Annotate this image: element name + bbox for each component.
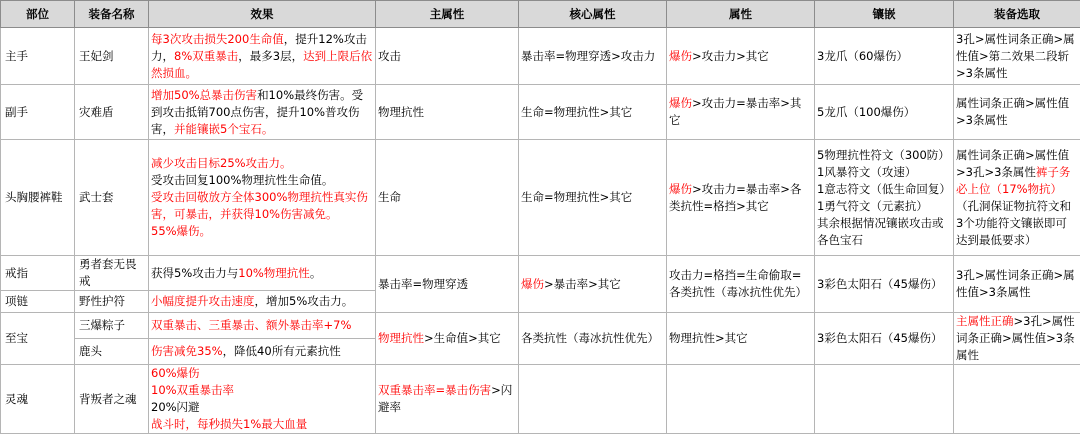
text-segment: 和10%最终伤害。受到攻击抵销700点伤害，提升10%普攻伤害， <box>151 88 363 136</box>
core-attribute-cell: 各类抗性（毒冰抗性优先） <box>519 313 667 365</box>
text-line: 其余根据情况镶嵌攻击或各色宝石 <box>817 215 951 249</box>
selection-cell <box>954 365 1080 434</box>
text-segment: （孔洞保证物抗符文和3个功能符文镶嵌即可达到最低要求） <box>956 199 1071 247</box>
text-segment: ，最多3层， <box>238 49 303 63</box>
part-cell: 主手 <box>1 28 75 85</box>
selection-cell: 3孔>属性词条正确>属性值>第二效果二段斩>3条属性 <box>954 28 1080 85</box>
equipment-name-cell: 鹿头 <box>75 339 149 365</box>
attribute-cell: 攻击力=格挡=生命偷取=各类抗性（毒冰抗性优先） <box>667 256 815 313</box>
header-part: 部位 <box>1 1 75 28</box>
highlighted-text: 爆伤 <box>669 49 692 63</box>
effect-cell <box>149 140 376 256</box>
core-attribute-cell <box>519 365 667 434</box>
highlighted-text: 伤害减免35% <box>151 344 223 358</box>
equipment-name-cell: 勇者套无畏戒 <box>75 256 149 291</box>
highlighted-text: 战斗时，每秒损失1%最大血量 <box>151 417 307 431</box>
header-equipment-name: 装备名称 <box>75 1 149 28</box>
text-line <box>151 365 373 382</box>
highlighted-text: 并能镶嵌5个宝石。 <box>174 122 273 136</box>
text-line <box>151 189 373 223</box>
equipment-name-cell: 三爆粽子 <box>75 313 149 339</box>
highlighted-text: 双重暴击率=暴击伤害 <box>378 383 491 397</box>
part-cell: 头胸腰裤鞋 <box>1 140 75 256</box>
selection-cell <box>954 313 1080 365</box>
text-line: 1意志符文（低生命回复） <box>817 181 951 198</box>
equipment-name-cell: 王妃剑 <box>75 28 149 85</box>
core-attribute-cell <box>519 256 667 313</box>
text-segment: >生命值>其它 <box>424 331 501 345</box>
text-line <box>151 399 373 416</box>
table-row-soul <box>1 365 1080 434</box>
text-segment: 。 <box>310 266 322 280</box>
attribute-cell <box>667 365 815 434</box>
highlighted-text: 增加50%总暴击伤害 <box>151 88 257 102</box>
inlay-cell <box>815 140 954 256</box>
text-line <box>151 172 373 189</box>
attribute-cell <box>667 140 815 256</box>
header-inlay: 镶嵌 <box>815 1 954 28</box>
text-segment: >攻击力=暴击率>各类抗性=格挡>其它 <box>669 182 801 213</box>
highlighted-text: 55%爆伤。 <box>151 224 211 238</box>
text-segment: >暴击率>其它 <box>544 277 621 291</box>
text-segment: 获得5%攻击力与 <box>151 266 238 280</box>
highlighted-text: 主属性正确 <box>956 314 1014 328</box>
header-main-attribute: 主属性 <box>376 1 519 28</box>
selection-cell: 3孔>属性词条正确>属性值>3条属性 <box>954 256 1080 313</box>
text-segment: ，增加5%攻击力。 <box>255 294 354 308</box>
core-attribute-cell: 生命=物理抗性>其它 <box>519 140 667 256</box>
part-cell: 至宝 <box>1 313 75 365</box>
highlighted-text: 爆伤 <box>669 96 692 110</box>
text-segment: >闪避率 <box>378 383 512 414</box>
highlighted-text: 10%双重暴击率 <box>151 383 234 397</box>
text-line: 1风暴符文（攻速） <box>817 164 951 181</box>
text-line <box>151 416 373 433</box>
text-segment: 受攻击回复100%物理抗性生命值。 <box>151 173 333 187</box>
header-core-attribute: 核心属性 <box>519 1 667 28</box>
main-attribute-cell: 物理抗性 <box>376 85 519 140</box>
table-row-treasure-1 <box>1 313 1080 339</box>
effect-cell <box>149 313 376 339</box>
inlay-cell: 3龙爪（60爆伤） <box>815 28 954 85</box>
text-line: 1勇气符文（元素抗） <box>817 198 951 215</box>
selection-cell: 属性词条正确>属性值>3条属性 <box>954 85 1080 140</box>
effect-cell <box>149 339 376 365</box>
main-attribute-cell: 攻击 <box>376 28 519 85</box>
inlay-cell <box>815 365 954 434</box>
highlighted-text: 受攻击回敬放方全体300%物理抗性真实伤害，可暴击，并获得10%伤害减免。 <box>151 190 368 221</box>
header-effect: 效果 <box>149 1 376 28</box>
equipment-name-cell: 背叛者之魂 <box>75 365 149 434</box>
effect-cell <box>149 365 376 434</box>
main-attribute-cell <box>376 313 519 365</box>
table-row-ring <box>1 256 1080 291</box>
effect-cell <box>149 28 376 85</box>
text-segment: >3孔>属性词条正确>属性值>3条属性 <box>956 314 1075 362</box>
text-segment: 属性词条正确>属性值>3孔>3条属性 <box>956 148 1069 179</box>
equipment-name-cell: 野性护符 <box>75 291 149 313</box>
equipment-name-cell: 灾难盾 <box>75 85 149 140</box>
table-row-armor <box>1 140 1080 256</box>
part-cell: 灵魂 <box>1 365 75 434</box>
highlighted-text: 10%物理抗性 <box>238 266 310 280</box>
highlighted-text: 8%双重暴击 <box>174 49 238 63</box>
header-attribute: 属性 <box>667 1 815 28</box>
main-attribute-cell: 生命 <box>376 140 519 256</box>
table-row-mainhand <box>1 28 1080 85</box>
highlighted-text: 爆伤 <box>669 182 692 196</box>
text-segment: ，提升12%攻击力， <box>151 32 367 63</box>
highlighted-text: 裤子务必上位（17%物抗） <box>956 165 1070 196</box>
core-attribute-cell: 生命=物理抗性>其它 <box>519 85 667 140</box>
text-line <box>151 382 373 399</box>
text-segment: >攻击力>其它 <box>692 49 769 63</box>
highlighted-text: 双重暴击、三重暴击、额外暴击率+7% <box>151 318 351 332</box>
highlighted-text: 达到上限后依然损血。 <box>151 49 372 80</box>
highlighted-text: 小幅度提升攻击速度 <box>151 294 255 308</box>
text-line <box>151 155 373 172</box>
text-segment: 20%闪避 <box>151 400 200 414</box>
inlay-cell: 5龙爪（100爆伤） <box>815 85 954 140</box>
selection-cell <box>954 140 1080 256</box>
highlighted-text: 每3次攻击损失200生命值 <box>151 32 284 46</box>
core-attribute-cell: 暴击率=物理穿透>攻击力 <box>519 28 667 85</box>
equipment-name-cell: 武士套 <box>75 140 149 256</box>
text-line <box>151 223 373 240</box>
highlighted-text: 物理抗性 <box>378 331 424 345</box>
header-selection: 装备选取 <box>954 1 1080 28</box>
effect-cell <box>149 256 376 291</box>
attribute-cell <box>667 28 815 85</box>
attribute-cell: 物理抗性>其它 <box>667 313 815 365</box>
highlighted-text: 60%爆伤 <box>151 366 200 380</box>
inlay-cell: 3彩色太阳石（45爆伤） <box>815 256 954 313</box>
main-attribute-cell: 暴击率=物理穿透 <box>376 256 519 313</box>
text-segment: >攻击力=暴击率>其它 <box>669 96 801 127</box>
text-segment: ，降低40所有元素抗性 <box>223 344 341 358</box>
part-cell: 戒指 <box>1 256 75 291</box>
attribute-cell <box>667 85 815 140</box>
highlighted-text: 爆伤 <box>521 277 544 291</box>
table-row-offhand <box>1 85 1080 140</box>
main-attribute-cell <box>376 365 519 434</box>
inlay-cell: 3彩色太阳石（45爆伤） <box>815 313 954 365</box>
part-cell: 副手 <box>1 85 75 140</box>
text-line: 5物理抗性符文（300防） <box>817 147 951 164</box>
effect-cell <box>149 85 376 140</box>
header-row <box>1 1 1080 28</box>
highlighted-text: 减少攻击目标25%攻击力。 <box>151 156 292 170</box>
effect-cell <box>149 291 376 313</box>
part-cell: 项链 <box>1 291 75 313</box>
